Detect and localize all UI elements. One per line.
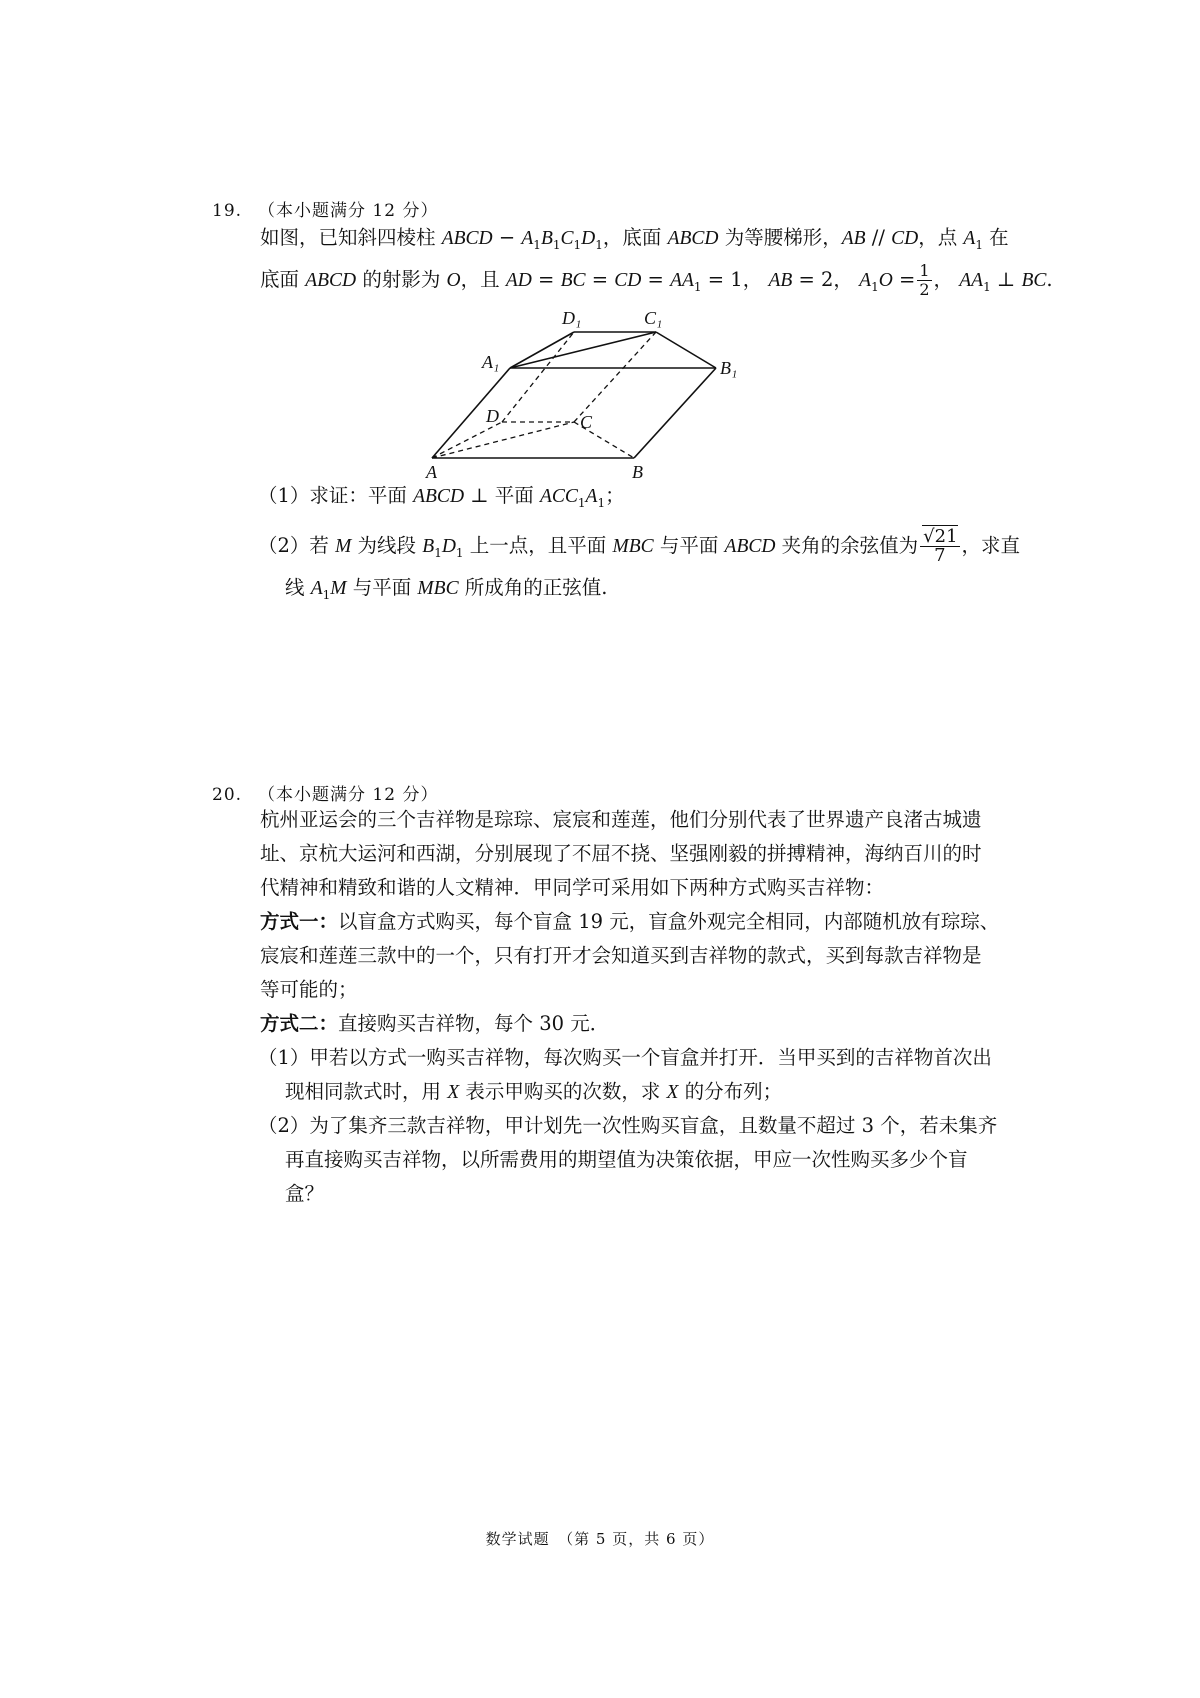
q20-part-2-line-3: 盒？ <box>285 1182 325 1205</box>
label-A: A <box>426 462 437 482</box>
q20-para-line-1: 杭州亚运会的三个吉祥物是琮琮、宸宸和莲莲，他们分别代表了世界遗产良渚古城遗 <box>260 808 982 831</box>
edge-A1C1 <box>510 332 656 368</box>
q20-para-line-3: 代精神和精致和谐的人文精神．甲同学可采用如下两种方式购买吉祥物： <box>260 876 885 899</box>
label-A1: A₁ <box>482 352 500 372</box>
edge-BB1 <box>634 368 716 458</box>
q20-part-2-line-2: 再直接购买吉祥物，以所需费用的期望值为决策依据，甲应一次性购买多少个盲 <box>285 1148 968 1171</box>
label-D1: D₁ <box>562 308 582 328</box>
q20-part-1-line-2: 现相同款式时，用 X 表示甲购买的次数，求 X 的分布列； <box>285 1080 783 1103</box>
q20-method-1-line-3: 等可能的； <box>260 978 358 1001</box>
label-B: B <box>632 462 643 482</box>
oblique-prism-figure <box>426 300 740 482</box>
label-B1: B₁ <box>720 358 738 378</box>
q20-method-1-line-1: 方式一：以盲盒方式购买，每个盲盒 19 元，盲盒外观完全相同，内部随机放有琮琮、 <box>260 910 1000 933</box>
edge-A1D1 <box>510 332 574 368</box>
edge-AC-hidden <box>432 422 574 458</box>
q20-part-2-line-1: （2）为了集齐三款吉祥物，甲计划先一次性购买盲盒，且数量不超过 3 个，若未集齐 <box>258 1114 998 1137</box>
q19-part-2-line-2: 线 $A_1M$ 与平面 MBC 所成角的正弦值. <box>285 576 608 602</box>
label-C1: C₁ <box>644 308 663 328</box>
q19-part-2-line-1: （2）若 M 为线段 $B_1D_1$ 上一点，且平面 MBC 与平面 ABCD 夹角的余弦值为 $\frac{√21}{7}$ ，求直 <box>258 526 1021 566</box>
q19-points: （本小题满分 12 分） <box>258 201 439 221</box>
q20-part-1-line-1: （1）甲若以方式一购买吉祥物，每次购买一个盲盒并打开．当甲买到的吉祥物首次出 <box>258 1046 992 1069</box>
fraction-one-half: $\frac{1}{2}$ <box>919 261 930 299</box>
fraction-cosine-value: $\frac{√21}{7}$ <box>920 528 959 565</box>
q19-stem-line-2: 底面 ABCD 的射影为 O，且 AD = BC = CD = $AA_1 = 1$， AB = 2， $A_1O$ = $\frac{1}{2}$ ， $AA_1$ ⊥ BC. <box>260 261 1053 299</box>
q19-header <box>212 196 438 221</box>
q19-number: 19. <box>212 201 243 221</box>
method-1-label: 方式一： <box>260 910 339 933</box>
edge-CC1-hidden <box>574 332 656 422</box>
label-D: D <box>486 406 499 426</box>
q19-part-1: （1）求证：平面 ABCD ⊥ 平面 $ACC_1A_1$； <box>258 484 625 510</box>
q20-para-line-2: 址、京杭大运河和西湖，分别展现了不屈不挠、坚强刚毅的拼搏精神，海纳百川的时 <box>260 842 982 865</box>
method-2-label: 方式二： <box>260 1012 339 1035</box>
page-footer: 数学试题 （第 5 页，共 6 页） <box>485 1530 715 1548</box>
edge-DD1-hidden <box>502 332 574 422</box>
label-C: C <box>580 412 593 432</box>
q20-points: （本小题满分 12 分） <box>258 785 439 805</box>
q20-number: 20. <box>212 785 243 805</box>
q20-method-2: 方式二：直接购买吉祥物，每个 30 元． <box>260 1012 610 1035</box>
q20-method-1-line-2: 宸宸和莲莲三款中的一个，只有打开才会知道买到吉祥物的款式，买到每款吉祥物是 <box>260 944 982 967</box>
q19-stem-line-1: 如图，已知斜四棱柱 ABCD − $A_1B_1C_1D_1$，底面 ABCD 为等腰梯形，AB // CD，点 $A_1$ 在 <box>260 226 1009 252</box>
q20-header <box>212 780 438 805</box>
edge-C1B1 <box>656 332 716 368</box>
edge-AD-hidden <box>432 422 502 458</box>
